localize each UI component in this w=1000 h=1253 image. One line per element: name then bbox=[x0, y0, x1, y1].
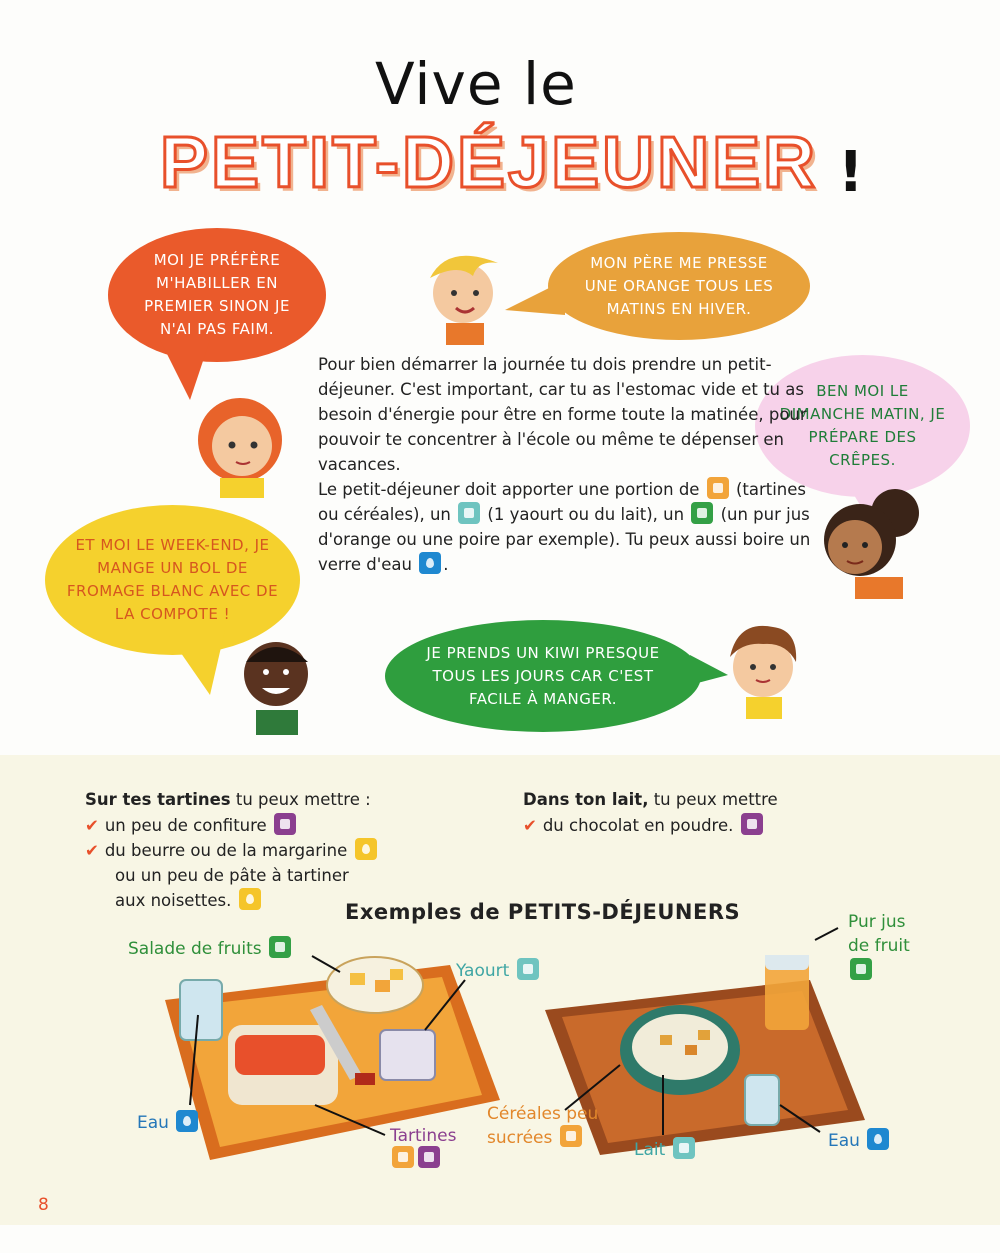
title-line1: Vive le bbox=[375, 50, 577, 118]
label-purjus-line1: Pur jus bbox=[848, 912, 906, 932]
speech-bubble-green-text: JE PRENDS UN KIWI PRESQUE TOUS LES JOURS CAR C'EST FACILE À MANGER. bbox=[426, 643, 660, 708]
tartines-item-3a: ou un peu de pâte à tartiner bbox=[115, 865, 349, 885]
tartines-item-2: du beurre ou de la margarine bbox=[104, 841, 348, 860]
label-cereales-line2: sucrées bbox=[487, 1128, 553, 1148]
check-icon: ✔ bbox=[85, 841, 99, 860]
label-tartines-text: Tartines bbox=[390, 1126, 457, 1146]
tartines-heading-bold: Sur tes tartines bbox=[85, 790, 231, 809]
title-exclamation: ! bbox=[838, 140, 864, 205]
lait-item-1: du chocolat en poudre. bbox=[542, 815, 734, 835]
examples-title: Exemples de PETITS-DÉJEUNERS bbox=[345, 900, 741, 924]
title-main: PETIT-DÉJEUNER bbox=[160, 123, 819, 203]
intro-paragraph-2a: Le petit-déjeuner doit apporter une portion de bbox=[318, 480, 700, 499]
speech-bubble-orange-text: MON PÈRE ME PRESSE UNE ORANGE TOUS LES MATINS EN HIVER. bbox=[584, 253, 774, 318]
label-eau-right-text: Eau bbox=[828, 1131, 860, 1151]
intro-paragraph-2e: . bbox=[443, 555, 449, 574]
label-cereales-line1: Céréales peu bbox=[487, 1104, 599, 1124]
lait-heading: tu peux mettre bbox=[648, 790, 778, 809]
tartines-item-1: un peu de confiture bbox=[104, 815, 267, 835]
intro-paragraph-2d: (un pur jus d'orange ou une poire par exemple). Tu peux aussi boire un verre d'eau bbox=[318, 505, 811, 574]
tartines-item-3b: aux noisettes. bbox=[115, 891, 232, 910]
intro-paragraph-2c: (1 yaourt ou du lait), un bbox=[487, 505, 685, 524]
tartines-heading: tu peux mettre : bbox=[230, 790, 371, 809]
label-lait-text: Lait bbox=[634, 1140, 666, 1160]
label-yaourt-text: Yaourt bbox=[456, 961, 510, 981]
lait-heading-bold: Dans ton lait, bbox=[523, 790, 649, 809]
check-icon: ✔ bbox=[523, 815, 537, 835]
check-icon: ✔ bbox=[85, 815, 99, 835]
speech-bubble-yellow-text: ET MOI LE WEEK-END, JE MANGE UN BOL DE FROMAGE BLANC AVEC DE LA COMPOTE ! bbox=[66, 536, 279, 623]
label-purjus-line2: de fruit bbox=[848, 936, 910, 956]
page-number: 8 bbox=[38, 1195, 49, 1215]
label-salade-text: Salade de fruits bbox=[128, 939, 262, 959]
intro-paragraph-2b: (tartines ou céréales), un bbox=[318, 480, 807, 524]
speech-bubble-red-text: MOI JE PRÉFÈRE M'HABILLER EN PREMIER SINON JE N'AI PAS FAIM. bbox=[144, 251, 290, 338]
intro-paragraph-1: Pour bien démarrer la journée tu dois prendre un petit-déjeuner. C'est important, car tu as l'estomac vide et tu as besoin d'énergie pour être en forme toute la matinée, pour pouvoir te concentrer à l'école ou même te dépenser en vacances. bbox=[318, 355, 807, 474]
label-eau-left-text: Eau bbox=[137, 1113, 169, 1133]
speech-bubble-pink-text: BEN MOI LE DIMANCHE MATIN, JE PRÉPARE DES CRÊPES. bbox=[779, 382, 946, 469]
